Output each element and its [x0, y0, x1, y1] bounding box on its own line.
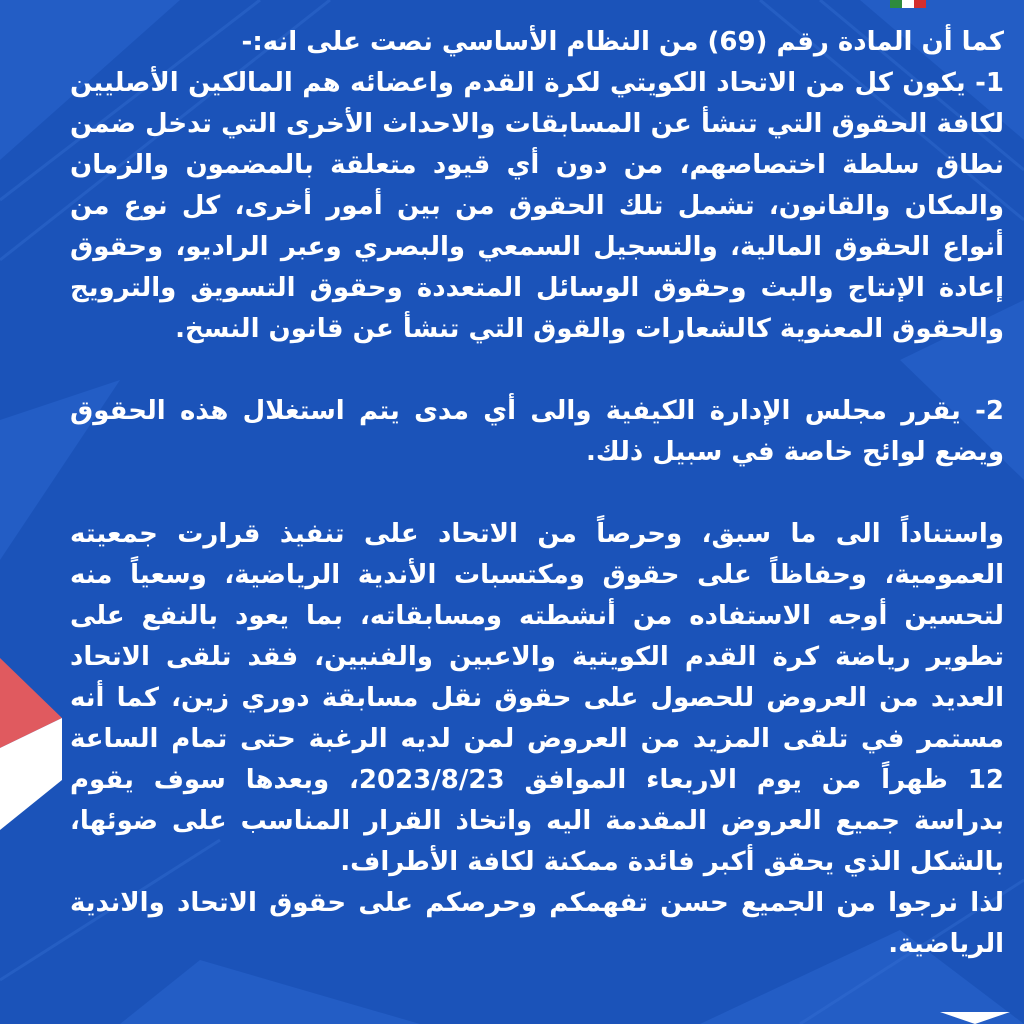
closing-paragraph: لذا نرجوا من الجميع حسن تفهمكم وحرصكم على حقوق الاتحاد والاندية الرياضية.	[70, 888, 1004, 959]
article-item-1: 1- يكون كل من الاتحاد الكويتي لكرة القدم واعضائه هم المالكين الأصليين لكافة الحقوق التي تنشأ عن المسابقات والاحداث الأخرى التي تدخل ضمن نطاق سلطة اختصاصهم، من دون أي قيود متعلقة بالمضمون والزمان والمكان والقانون، تشمل تلك الحقوق من بين أمور أخرى، كل نوع من أنواع الحقوق المالية، والتسجيل السمعي والبصري وعبر الراديو، وحقوق إعادة الإنتاج والبث وحقوق الوسائل المتعددة وحقوق التسويق والترويج والحقوق المعنوية كالشعارات والقوق التي تنشأ عن قانون النسخ.	[70, 68, 1004, 344]
kuwait-flag-icon	[890, 0, 930, 8]
document-body	[70, 22, 1004, 965]
intro-text: كما أن المادة رقم (69) من النظام الأساسي نصت على انه:-	[241, 27, 1004, 57]
article-item-2: 2- يقرر مجلس الإدارة الكيفية والى أي مدى يتم استغلال هذه الحقوق ويضع لوائح خاصة في سبيل ذلك.	[70, 396, 1004, 467]
statement-paragraph: واستناداً الى ما سبق، وحرصاً من الاتحاد على تنفيذ قرارت جمعيته العمومية، وحفاظاً على حقوق ومكتسبات الأندية الرياضية، وسعياً منه لتحسين أوجه الاستفاده من أنشطته ومسابقاته، بما يعود بالنفع على تطوير رياضة كرة القدم الكويتية والاعبين والفنيين، فقد تلقى الاتحاد العديد من العروض للحصول على حقوق نقل مسابقة دوري زين، كما أنه مستمر في تلقى المزيد من العروض لمن لديه الرغبة حتى تمام الساعة 12 ظهراً من يوم الاربعاء الموافق 2023/8/23، وبعدها سوف يقوم بدراسة جميع العروض المقدمة اليه واتخاذ القرار المناسب على ضوئها، بالشكل الذي يحقق أكبر فائدة ممكنة لكافة الأطراف.	[70, 519, 1005, 877]
